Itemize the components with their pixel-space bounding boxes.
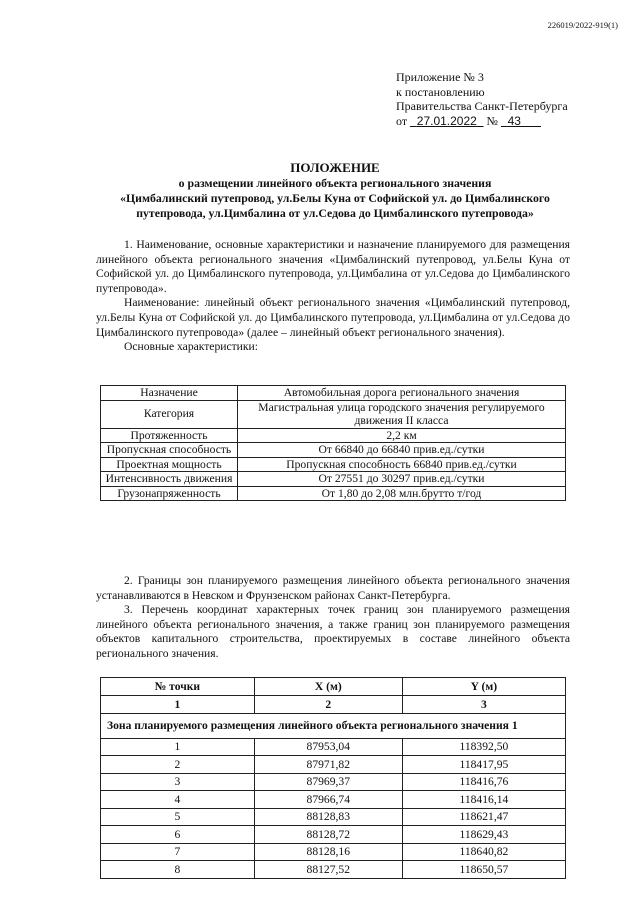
y-coordinate: 118629,43 bbox=[402, 826, 565, 844]
appendix-line: Приложение № 3 bbox=[396, 70, 484, 84]
x-coordinate: 87953,04 bbox=[254, 738, 402, 756]
point-number: 5 bbox=[101, 808, 255, 826]
zone-title: Зона планируемого размещения линейного объекта регионального значения 1 bbox=[101, 713, 566, 738]
document-title bbox=[90, 160, 580, 221]
column-number-row bbox=[101, 696, 566, 714]
cell-value: Пропускная способность 66840 прив.ед./сутки bbox=[238, 457, 566, 472]
point-number: 6 bbox=[101, 826, 255, 844]
y-coordinate: 118640,82 bbox=[402, 843, 565, 861]
table-row bbox=[101, 773, 566, 791]
table-row bbox=[101, 756, 566, 774]
table-row bbox=[101, 400, 566, 428]
point-number: 4 bbox=[101, 791, 255, 809]
x-coordinate: 88128,16 bbox=[254, 843, 402, 861]
title-heading: ПОЛОЖЕНИЕ bbox=[290, 160, 380, 175]
table-row bbox=[101, 826, 566, 844]
cell-value: От 1,80 до 2,08 млн.брутто т/год bbox=[238, 486, 566, 501]
cell-name: Протяженность bbox=[101, 428, 238, 443]
x-coordinate: 88128,83 bbox=[254, 808, 402, 826]
point-number: 3 bbox=[101, 773, 255, 791]
table-row bbox=[101, 791, 566, 809]
cell-name: Интенсивность движения bbox=[101, 472, 238, 487]
column-number: 3 bbox=[402, 696, 565, 714]
appendix-date-line bbox=[396, 114, 568, 129]
cell-name: Проектная мощность bbox=[101, 457, 238, 472]
cell-name: Грузонапряженность bbox=[101, 486, 238, 501]
cell-value: 2,2 км bbox=[238, 428, 566, 443]
document-code: 226019/2022-919(1) bbox=[547, 20, 618, 30]
column-number: 2 bbox=[254, 696, 402, 714]
section-2 bbox=[96, 574, 570, 662]
appendix-line: Правительства Санкт-Петербурга bbox=[396, 99, 568, 113]
table-row bbox=[101, 472, 566, 487]
characteristics-table bbox=[100, 385, 566, 501]
decree-date bbox=[410, 114, 483, 128]
table-row bbox=[101, 443, 566, 458]
section-1 bbox=[96, 238, 570, 355]
y-coordinate: 118416,76 bbox=[402, 773, 565, 791]
column-header: Y (м) bbox=[402, 678, 565, 696]
point-number: 2 bbox=[101, 756, 255, 774]
table-row bbox=[101, 738, 566, 756]
decree-date-value: 27.01.2022 bbox=[416, 113, 477, 128]
x-coordinate: 88128,72 bbox=[254, 826, 402, 844]
point-number: 8 bbox=[101, 861, 255, 879]
x-coordinate: 87969,37 bbox=[254, 773, 402, 791]
from-label: от bbox=[396, 113, 408, 128]
column-header: X (м) bbox=[254, 678, 402, 696]
cell-value: Автомобильная дорога регионального значения bbox=[238, 386, 566, 401]
paragraph: Наименование: линейный объект регионального значения «Цимбалинский путепровод, ул.Белы Куна от Софийской ул. до Цимбалинского путепровода, ул.Цимбалина от ул.Седова до Цимбалинского путепровода» (далее – линейный объект регионального значения). bbox=[96, 296, 570, 339]
decree-number-value: 43 bbox=[507, 113, 521, 128]
y-coordinate: 118417,95 bbox=[402, 756, 565, 774]
x-coordinate: 88127,52 bbox=[254, 861, 402, 879]
table-row bbox=[101, 861, 566, 879]
appendix-block bbox=[396, 70, 568, 128]
x-coordinate: 87971,82 bbox=[254, 756, 402, 774]
paragraph: 2. Границы зон планируемого размещения линейного объекта регионального значения устанавливаются в Невском и Фрунзенском районах Санкт-Петербурга. bbox=[96, 574, 570, 602]
table-row bbox=[101, 843, 566, 861]
table-row bbox=[101, 428, 566, 443]
point-number: 7 bbox=[101, 843, 255, 861]
column-number: 1 bbox=[101, 696, 255, 714]
coordinates-table bbox=[100, 677, 566, 879]
cell-value: Магистральная улица городского значения регулируемого движения II класса bbox=[238, 400, 566, 428]
table-row bbox=[101, 808, 566, 826]
cell-value: От 66840 до 66840 прив.ед./сутки bbox=[238, 443, 566, 458]
column-header: № точки bbox=[101, 678, 255, 696]
appendix-line: к постановлению bbox=[396, 84, 485, 99]
cell-name: Категория bbox=[101, 400, 238, 428]
title-sub: о размещении линейного объекта регионального значения bbox=[178, 176, 492, 190]
title-object-name: «Цимбалинский путепровод, ул.Белы Куна от Софийской ул. до Цимбалинского путепровода, ул.Цимбалина от ул.Седова до Цимбалинского путепровода» bbox=[120, 191, 550, 220]
cell-name: Пропускная способность bbox=[101, 443, 238, 458]
header-row bbox=[101, 678, 566, 696]
table-row bbox=[101, 386, 566, 401]
table-row bbox=[101, 457, 566, 472]
cell-value: От 27551 до 30297 прив.ед./сутки bbox=[238, 472, 566, 487]
y-coordinate: 118621,47 bbox=[402, 808, 565, 826]
cell-name: Назначение bbox=[101, 386, 238, 401]
y-coordinate: 118416,14 bbox=[402, 791, 565, 809]
paragraph: 3. Перечень координат характерных точек границ зон планируемого размещения линейного объекта регионального значения, а также границ зон планируемого размещения объектов капитального строительства, проектируемых в составе линейного объекта регионального значения. bbox=[96, 603, 570, 660]
y-coordinate: 118650,57 bbox=[402, 861, 565, 879]
zone-row bbox=[101, 713, 566, 738]
table-row bbox=[101, 486, 566, 501]
paragraph: 1. Наименование, основные характеристики и назначение планируемого для размещения линейного объекта регионального значения «Цимбалинский путепровод, ул.Белы Куна от Софийской ул. до Цимбалинского путепровода, ул.Цимбалина от ул.Седова до Цимбалинского путепровода». bbox=[96, 238, 570, 295]
x-coordinate: 87966,74 bbox=[254, 791, 402, 809]
number-label: № bbox=[486, 113, 498, 128]
y-coordinate: 118392,50 bbox=[402, 738, 565, 756]
decree-number bbox=[501, 114, 541, 128]
point-number: 1 bbox=[101, 738, 255, 756]
paragraph: Основные характеристики: bbox=[124, 340, 258, 354]
